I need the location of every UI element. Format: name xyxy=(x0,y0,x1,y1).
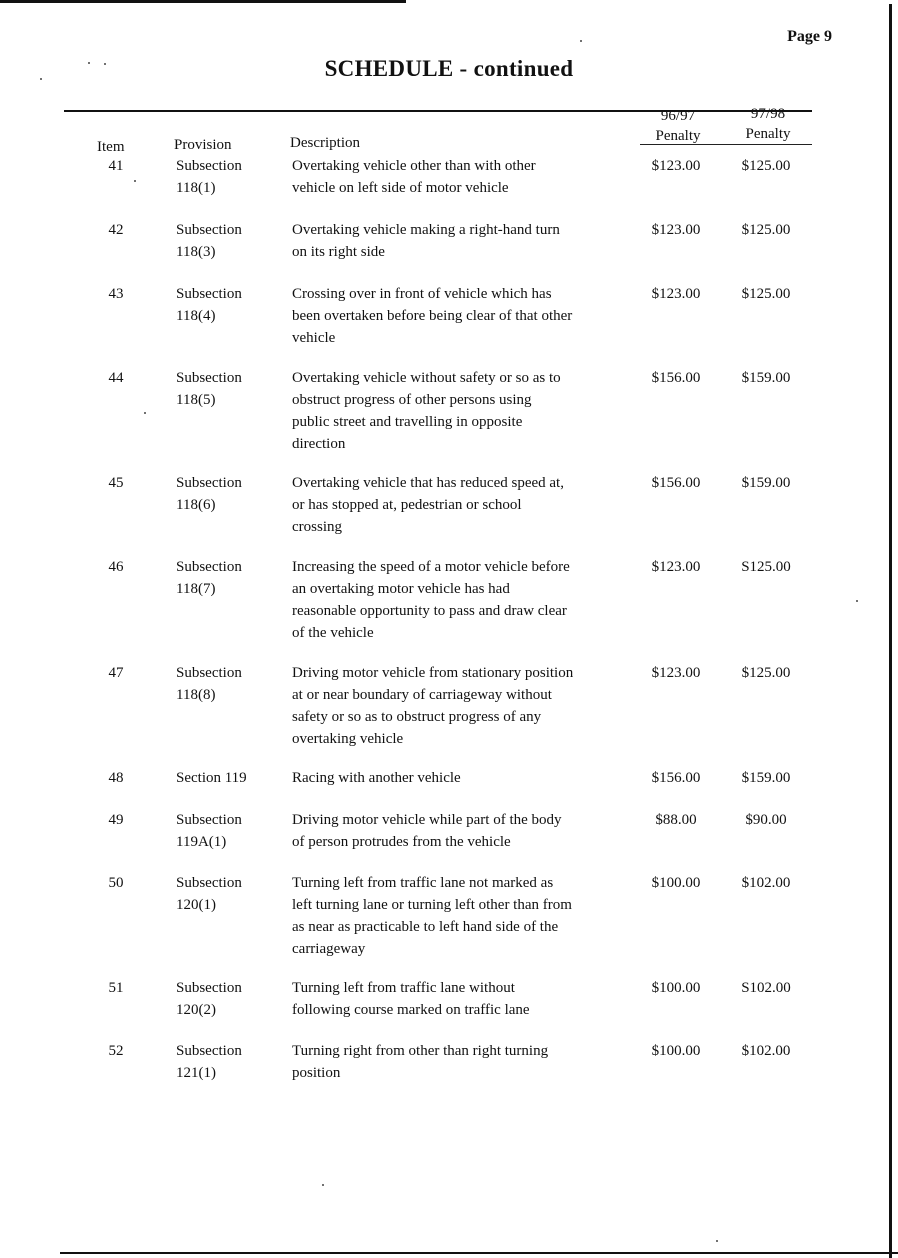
column-header-item: Item xyxy=(97,139,125,155)
penalty-9798: $159.00 xyxy=(741,370,791,386)
provision xyxy=(176,662,280,706)
provision xyxy=(176,977,280,1021)
provision-line: 118(5) xyxy=(176,392,216,408)
penalty-9697: $123.00 xyxy=(651,158,701,174)
description-line: or has stopped at, pedestrian or school xyxy=(292,497,522,513)
description-line: public street and travelling in opposite xyxy=(292,414,523,430)
provision-line: Subsection xyxy=(176,812,242,828)
provision-line: 118(8) xyxy=(176,687,216,703)
description xyxy=(292,872,632,960)
description-line: of the vehicle xyxy=(292,625,374,641)
item-number: 49 xyxy=(108,812,124,828)
provision xyxy=(176,283,280,327)
provision-line: Subsection xyxy=(176,370,242,386)
penalty-9697: $156.00 xyxy=(651,370,701,386)
penalty-9798: $159.00 xyxy=(741,475,791,491)
provision-line: Subsection xyxy=(176,980,242,996)
item-number: 48 xyxy=(108,770,124,786)
item-number: 50 xyxy=(108,875,124,891)
provision xyxy=(176,556,280,600)
provision-line: 121(1) xyxy=(176,1065,216,1081)
provision-line: Subsection xyxy=(176,158,242,174)
description xyxy=(292,767,632,789)
scan-speck xyxy=(322,1184,324,1186)
description-line: following course marked on traffic lane xyxy=(292,1002,530,1018)
provision-line: 120(2) xyxy=(176,1002,216,1018)
description-line: Overtaking vehicle without safety or so as to xyxy=(292,370,561,386)
penalty-9697: $100.00 xyxy=(651,1043,701,1059)
penalty-9697: $88.00 xyxy=(655,812,697,828)
penalty-9798-year: 97/98 xyxy=(750,106,786,122)
description xyxy=(292,219,632,263)
column-header-penalty-9798 xyxy=(730,104,806,144)
description-line: obstruct progress of other persons using xyxy=(292,392,532,408)
item-number: 44 xyxy=(108,370,124,386)
description-line: Crossing over in front of vehicle which has xyxy=(292,286,552,302)
item-number: 47 xyxy=(108,665,124,681)
description-line: safety or so as to obstruct progress of any xyxy=(292,709,542,725)
description-line: at or near boundary of carriageway without xyxy=(292,687,552,703)
scan-speck xyxy=(856,600,858,602)
column-header-provision: Provision xyxy=(174,137,232,153)
item-number: 52 xyxy=(108,1043,124,1059)
description xyxy=(292,472,632,538)
penalty-9697: $156.00 xyxy=(651,770,701,786)
scan-edge-right xyxy=(889,4,892,1258)
description-line: Overtaking vehicle making a right-hand turn xyxy=(292,222,560,238)
penalty-9697-year: 96/97 xyxy=(660,108,696,124)
provision xyxy=(176,1040,280,1084)
description-line: Overtaking vehicle that has reduced speed at, xyxy=(292,475,564,491)
description xyxy=(292,977,632,1021)
scan-speck xyxy=(40,78,42,80)
page-number: Page 9 xyxy=(787,28,832,45)
description-line: vehicle on left side of motor vehicle xyxy=(292,180,509,196)
penalty-9697: $100.00 xyxy=(651,980,701,996)
scan-speck xyxy=(88,62,90,64)
item-number: 42 xyxy=(108,222,124,238)
description-line: on its right side xyxy=(292,244,385,260)
item-number: 45 xyxy=(108,475,124,491)
penalty-9798: $102.00 xyxy=(741,875,791,891)
provision-line: 118(6) xyxy=(176,497,216,513)
provision-line: 119A(1) xyxy=(176,834,227,850)
item-number: 43 xyxy=(108,286,124,302)
scan-edge-top xyxy=(0,0,406,3)
description xyxy=(292,283,632,349)
description-line: Turning left from traffic lane without xyxy=(292,980,515,996)
penalty-9697-label: Penalty xyxy=(655,128,701,144)
penalty-9697: $123.00 xyxy=(651,665,701,681)
penalty-9798: $125.00 xyxy=(741,286,791,302)
penalty-9697: $123.00 xyxy=(651,286,701,302)
item-number: 46 xyxy=(108,559,124,575)
description-line: Driving motor vehicle while part of the body xyxy=(292,812,562,828)
provision-line: 118(1) xyxy=(176,180,216,196)
scan-speck xyxy=(144,412,146,414)
description-line: vehicle xyxy=(292,330,336,346)
provision-line: 118(4) xyxy=(176,308,216,324)
description-line: position xyxy=(292,1065,341,1081)
description xyxy=(292,367,632,455)
provision xyxy=(176,155,280,199)
provision xyxy=(176,219,280,263)
description-line: Turning left from traffic lane not marked as xyxy=(292,875,554,891)
scan-speck xyxy=(104,63,106,65)
description-line: reasonable opportunity to pass and draw clear xyxy=(292,603,567,619)
provision-line: 118(3) xyxy=(176,244,216,260)
provision-line: Section 119 xyxy=(176,770,247,786)
provision-line: Subsection xyxy=(176,222,242,238)
provision-line: Subsection xyxy=(176,665,242,681)
description xyxy=(292,809,632,853)
scan-speck xyxy=(580,40,582,42)
penalty-9798: $102.00 xyxy=(741,1043,791,1059)
penalty-9798: $90.00 xyxy=(745,812,787,828)
provision-line: Subsection xyxy=(176,286,242,302)
column-header-description: Description xyxy=(290,135,360,151)
description-line: Racing with another vehicle xyxy=(292,770,461,786)
description-line: Increasing the speed of a motor vehicle before xyxy=(292,559,570,575)
provision-line: 118(7) xyxy=(176,581,216,597)
description-line: direction xyxy=(292,436,346,452)
column-header-penalty-9697 xyxy=(640,106,716,146)
scan-speck xyxy=(134,180,136,182)
scan-edge-bottom xyxy=(60,1252,898,1254)
penalty-9798: $125.00 xyxy=(741,158,791,174)
penalty-9798: $125.00 xyxy=(741,665,791,681)
scan-speck xyxy=(716,1240,718,1242)
description xyxy=(292,662,632,750)
penalty-9798: S125.00 xyxy=(741,559,791,575)
penalty-9798: S102.00 xyxy=(741,980,791,996)
description xyxy=(292,556,632,644)
penalty-9798: $159.00 xyxy=(741,770,791,786)
penalty-9798-label: Penalty xyxy=(745,126,791,142)
description-line: left turning lane or turning left other than from xyxy=(292,897,572,913)
description-line: been overtaken before being clear of that other xyxy=(292,308,573,324)
provision-line: Subsection xyxy=(176,875,242,891)
provision-line: Subsection xyxy=(176,559,242,575)
provision xyxy=(176,367,280,411)
description-line: overtaking vehicle xyxy=(292,731,404,747)
item-number: 41 xyxy=(108,158,124,174)
provision xyxy=(176,767,280,789)
provision xyxy=(176,809,280,853)
item-number: 51 xyxy=(108,980,124,996)
description-line: Overtaking vehicle other than with other xyxy=(292,158,536,174)
description-line: crossing xyxy=(292,519,342,535)
description xyxy=(292,1040,632,1084)
description-line: Driving motor vehicle from stationary position xyxy=(292,665,574,681)
page-title: SCHEDULE - continued xyxy=(324,56,574,81)
penalty-9697: $156.00 xyxy=(651,475,701,491)
description-line: Turning right from other than right turning xyxy=(292,1043,549,1059)
description-line: an overtaking motor vehicle has had xyxy=(292,581,510,597)
penalty-9697: $123.00 xyxy=(651,222,701,238)
description xyxy=(292,155,632,199)
description-line: carriageway xyxy=(292,941,366,957)
provision xyxy=(176,872,280,916)
penalty-9697: $123.00 xyxy=(651,559,701,575)
description-line: as near as practicable to left hand side of the xyxy=(292,919,559,935)
provision-line: Subsection xyxy=(176,1043,242,1059)
description-line: of person protrudes from the vehicle xyxy=(292,834,511,850)
penalty-9798: $125.00 xyxy=(741,222,791,238)
provision-line: 120(1) xyxy=(176,897,216,913)
provision-line: Subsection xyxy=(176,475,242,491)
penalty-9697: $100.00 xyxy=(651,875,701,891)
provision xyxy=(176,472,280,516)
